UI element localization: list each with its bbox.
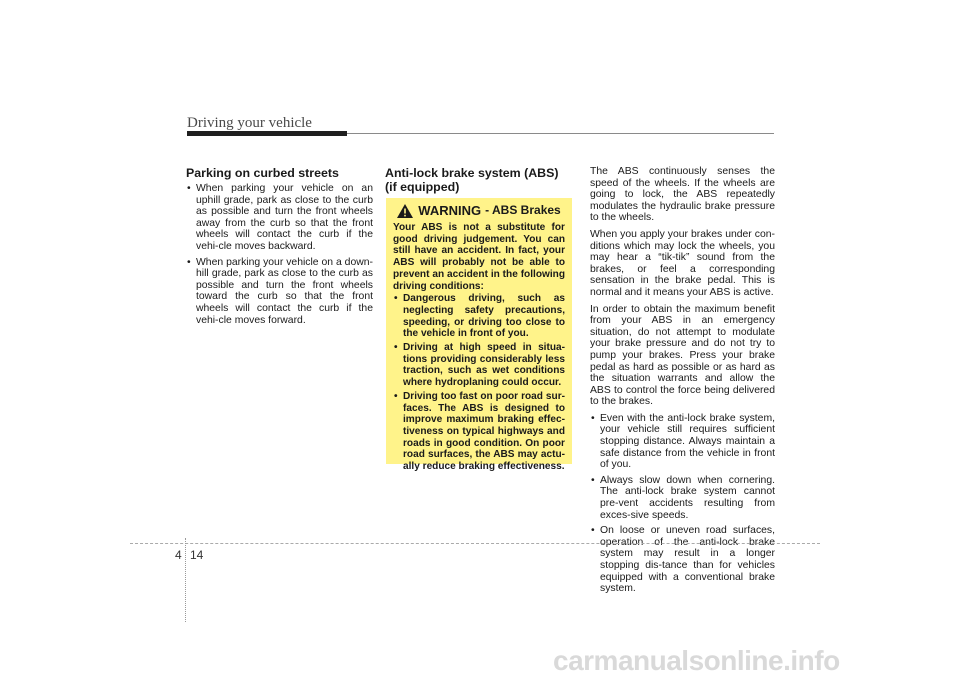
parking-heading: Parking on curbed streets <box>186 166 339 180</box>
list-item: • Even with the anti-lock brake system, your vehicle still requires sufficient stopping distance. Always maintain a safe distance from the vehicle in front of you. <box>590 413 775 471</box>
warning-list <box>393 293 565 473</box>
watermark: carmanualsonline.info <box>553 645 840 676</box>
list-item: • Dangerous driving, such as neglecting safety precautions, speeding, or driving too close to the vehicle in front of you. <box>393 293 565 340</box>
header-rule-thin <box>347 133 774 134</box>
section-title: Driving your vehicle <box>187 115 312 131</box>
abs-paragraph: The ABS continuously senses the speed of the wheels. If the wheels are going to lock, the ABS repeatedly modulates the hydraulic brake pressure to the wheels. <box>590 166 775 224</box>
list-item: • When parking your vehicle on an uphill grade, park as close to the curb as possible and turn the front wheels away from the curb so that the front wheels will contact the curb if the vehi-cle moves backward. <box>186 183 373 253</box>
warning-triangle-icon <box>397 204 413 218</box>
page-number: 14 <box>190 548 204 562</box>
list-item: • Driving at high speed in situa-tions providing considerably less traction, such as wet conditions where hydroplaning could occur. <box>393 342 565 389</box>
header-rule-thick <box>187 131 347 136</box>
list-item: • On loose or uneven road surfaces, operation of the anti-lock brake system may result in a longer stopping dis-tance than for vehicles equipped with a conventional brake system. <box>590 525 775 595</box>
list-item: • Driving too fast on poor road sur-faces. The ABS is designed to improve maximum braking effec-tiveness on typical highways and roads in good condition. On poor road surfaces, the ABS may actu-ally reduce braking effectiveness. <box>393 391 565 473</box>
parking-list <box>186 183 373 326</box>
abs-paragraph: When you apply your brakes under con-ditions which may lock the wheels, you may hear a “tik-tik” sound from the brakes, or feel a corresponding sensation in the brake pedal. This is normal and it means your ABS is active. <box>590 228 775 298</box>
list-item: • Always slow down when cornering. The anti-lock brake system cannot pre-vent accidents resulting from exces-sive speeds. <box>590 475 775 521</box>
warning-intro: Your ABS is not a substitute for good driving judgement. You can still have an accident. In fact, your ABS will probably not be able to prevent an accident in the following driving conditions: <box>393 222 565 292</box>
abs-paragraph: In order to obtain the maximum benefit from your ABS in an emergency situation, do not attempt to modulate your brake pressure and do not try to pump your brakes. Press your brake pedal as hard as possible or as hard as the situation warrants and allow the ABS to control the force being delivered to the brakes. <box>590 303 775 408</box>
column-abs-details <box>590 166 775 599</box>
abs-list <box>590 413 775 595</box>
page-divider <box>185 538 186 622</box>
column-abs <box>385 166 575 197</box>
column-parking <box>186 166 373 330</box>
abs-heading <box>385 166 575 194</box>
footer-rule <box>130 543 820 544</box>
abs-heading-line2: (if equipped) <box>385 180 460 194</box>
warning-label: WARNING <box>418 203 482 219</box>
warning-box <box>386 198 572 473</box>
chapter-number: 4 <box>175 548 182 562</box>
abs-heading-line1: Anti-lock brake system (ABS) <box>385 166 559 180</box>
warning-subtitle: - ABS Brakes <box>485 203 561 218</box>
warning-header <box>393 204 565 218</box>
list-item: • When parking your vehicle on a down-hill grade, park as close to the curb as possible and turn the front wheels toward the curb so that the front wheels will contact the curb if the vehi-cle moves forward. <box>186 257 373 327</box>
